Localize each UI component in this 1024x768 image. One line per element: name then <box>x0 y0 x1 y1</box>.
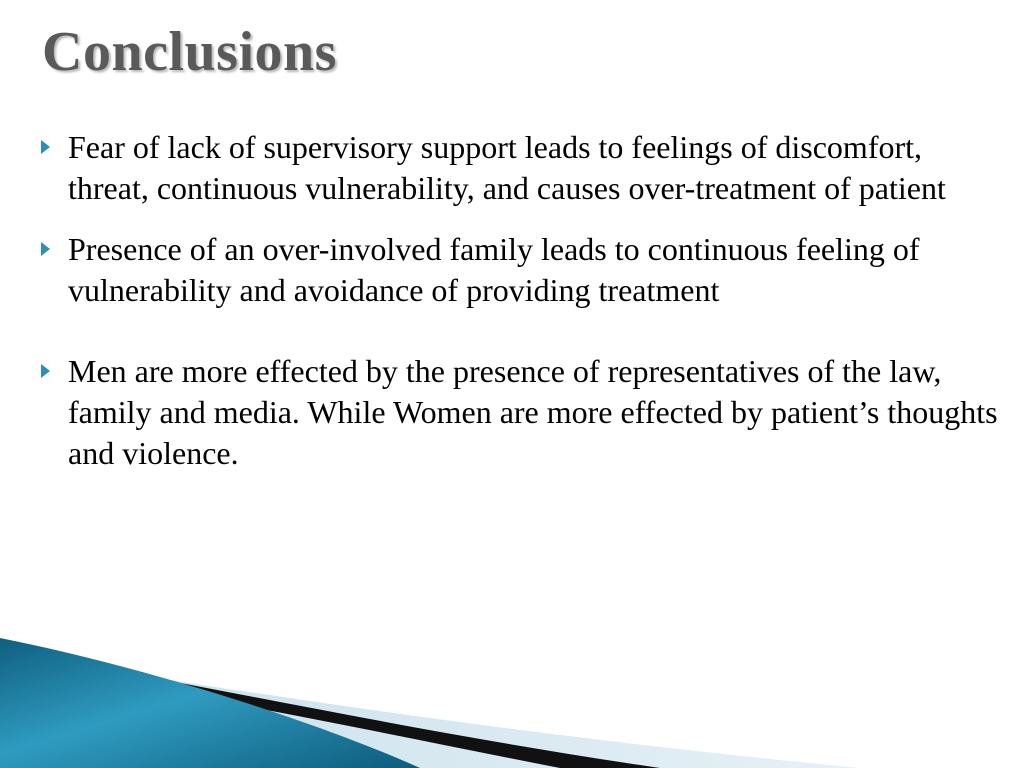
bullet-item <box>38 229 998 311</box>
bullet-item <box>38 127 998 209</box>
wave-dark-stripe <box>0 650 660 768</box>
wave-decoration <box>0 638 1024 768</box>
bullet-arrow-icon <box>41 242 50 256</box>
bullet-item <box>38 351 998 474</box>
bullet-text: Fear of lack of supervisory support leads to feelings of discomfort, threat, continuous vulnerability, and causes over-treatment of patient <box>68 129 946 206</box>
wave-light-band <box>0 653 860 768</box>
wave-teal-wedge <box>0 638 420 768</box>
bullet-text: Presence of an over-involved family leads to continuous feeling of vulnerability and avoidance of providing treatment <box>68 231 920 308</box>
bullet-arrow-icon <box>41 364 50 378</box>
bullet-arrow-icon <box>41 140 50 154</box>
bullet-text: Men are more effected by the presence of representatives of the law, family and media. While Women are more effected by patient’s thoughts and violence. <box>68 353 998 471</box>
bullet-list <box>38 127 998 474</box>
slide-title: Conclusions <box>42 21 337 83</box>
